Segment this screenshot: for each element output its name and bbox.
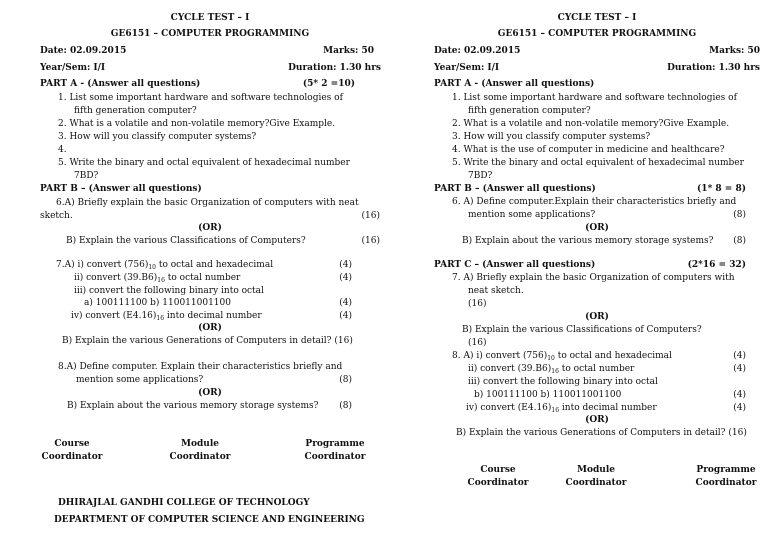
question-8a-i: 8. A) i) convert $(756)_{10}$ to octal and hexadecimal <box>452 351 672 362</box>
question-7b: B) Explain the various Generations of Computers in detail? (16) <box>62 336 353 346</box>
exam-date: Date: 02.09.2015 <box>434 46 521 56</box>
question-5-cont: 7BD? <box>468 171 493 181</box>
question-7a-iii: iii) convert the following binary into octal <box>74 286 264 296</box>
or-separator: (OR) <box>585 223 609 233</box>
question-6b: B) Explain about the various memory storage systems? <box>462 236 714 246</box>
programme-coordinator: Programme Coordinator <box>304 439 366 462</box>
question-8b-marks: (8) <box>339 401 352 411</box>
question-8a-iv: iv) convert $(E4.16)_{16}$ into decimal number <box>466 403 657 414</box>
module-coordinator: Module Coordinator <box>169 439 231 462</box>
question-7a-iii-marks: (4) <box>339 298 352 308</box>
question-8a-iii-marks: (4) <box>733 390 746 400</box>
question-3: 3. How will you classify computer systems? <box>452 132 651 142</box>
part-c-heading: PART C – (Answer all questions) <box>434 260 596 270</box>
question-2: 2. What is a volatile and non-volatile memory?Give Example. <box>58 119 336 129</box>
part-a-heading: PART A - (Answer all questions) <box>40 79 201 89</box>
question-6a: 6.A) Briefly explain the basic Organization of computers with neat <box>56 198 359 208</box>
part-a-heading: PART A - (Answer all questions) <box>434 79 595 89</box>
question-5: 5. Write the binary and octal equivalent of hexadecimal number <box>58 158 350 168</box>
question-4: 4. <box>58 145 67 155</box>
question-8a-iii: iii) convert the following binary into octal <box>468 377 658 387</box>
exam-duration: Duration: 1.30 hrs <box>288 63 381 73</box>
question-1-cont: fifth generation computer? <box>468 106 591 116</box>
question-1-cont: fifth generation computer? <box>74 106 197 116</box>
question-6a-cont: mention some applications? <box>468 210 596 220</box>
question-7a-iv-marks: (4) <box>339 311 352 321</box>
question-4: 4. What is the use of computer in medicine and healthcare? <box>452 145 725 155</box>
question-7a-iv: iv) convert $(E4.16)_{16}$ into decimal number <box>71 311 262 322</box>
question-6b: B) Explain the various Classifications of Computers? <box>66 236 306 246</box>
course-coordinator: Course Coordinator <box>467 465 529 488</box>
or-separator: (OR) <box>198 323 222 333</box>
exam-date: Date: 02.09.2015 <box>40 46 127 56</box>
question-8a-marks: (8) <box>339 375 352 385</box>
part-b-heading: PART B – (Answer all questions) <box>40 184 202 194</box>
question-5: 5. Write the binary and octal equivalent of hexadecimal number <box>452 158 744 168</box>
question-3: 3. How will you classify computer systems? <box>58 132 257 142</box>
department-name: DEPARTMENT OF COMPUTER SCIENCE AND ENGINEERING <box>54 515 365 525</box>
question-8a-i-marks: (4) <box>733 351 746 361</box>
or-separator: (OR) <box>198 223 222 233</box>
part-b-heading: PART B – (Answer all questions) <box>434 184 596 194</box>
question-1: 1. List some important hardware and software technologies of <box>58 93 343 103</box>
question-6a-cont: sketch. <box>40 211 73 221</box>
right-question-paper <box>434 0 760 543</box>
question-8a-ii-marks: (4) <box>733 364 746 374</box>
course-title: GE6151 – COMPUTER PROGRAMMING <box>110 29 310 39</box>
or-separator: (OR) <box>198 388 222 398</box>
module-coordinator: Module Coordinator <box>565 465 627 488</box>
or-separator: (OR) <box>585 415 609 425</box>
question-8a: 8.A) Define computer. Explain their characteristics briefly and <box>58 362 343 372</box>
question-2: 2. What is a volatile and non-volatile memory?Give Example. <box>452 119 730 129</box>
question-7b: B) Explain the various Classifications of Computers? <box>462 325 702 335</box>
course-coordinator: Course Coordinator <box>41 439 103 462</box>
exam-marks: Marks: 50 <box>709 46 760 56</box>
question-6a: 6. A) Define computer.Explain their characteristics briefly and <box>452 197 737 207</box>
question-7b-marks: (16) <box>468 338 487 348</box>
question-1: 1. List some important hardware and software technologies of <box>452 93 737 103</box>
question-8b: B) Explain about the various memory storage systems? <box>67 401 319 411</box>
question-8b: B) Explain the various Generations of Computers in detail? (16) <box>456 428 747 438</box>
or-separator: (OR) <box>585 312 609 322</box>
part-c-marks: (2*16 = 32) <box>687 260 746 270</box>
college-name: DHIRAJLAL GANDHI COLLEGE OF TECHNOLOGY <box>58 498 310 508</box>
part-a-marks: (5* 2 =10) <box>302 79 355 89</box>
question-7a-i: 7.A) i) convert $(756)_{10}$ to octal and hexadecimal <box>56 260 274 271</box>
question-7a-marks: (16) <box>468 299 487 309</box>
paper-title: CYCLE TEST – I <box>557 13 637 23</box>
question-7a-cont: neat sketch. <box>468 286 524 296</box>
question-8a-iv-marks: (4) <box>733 403 746 413</box>
question-7a-ii-marks: (4) <box>339 273 352 283</box>
part-b-marks: (1* 8 = 8) <box>697 184 746 194</box>
question-7a-i-marks: (4) <box>339 260 352 270</box>
paper-title: CYCLE TEST – I <box>170 13 250 23</box>
question-8a-iii-items: b) 100111100 b) 110011001100 <box>474 390 622 400</box>
question-7a: 7. A) Briefly explain the basic Organization of computers with <box>452 273 735 283</box>
question-6a-marks: (16) <box>361 211 380 221</box>
question-7a-ii: ii) convert $(39.B6)_{16}$ to octal number <box>74 273 241 284</box>
question-6b-marks: (16) <box>361 236 380 246</box>
question-8a-ii: ii) convert $(39.B6)_{16}$ to octal number <box>468 364 635 375</box>
question-8a-cont: mention some applications? <box>76 375 204 385</box>
exam-marks: Marks: 50 <box>323 46 374 56</box>
exam-duration: Duration: 1.30 hrs <box>667 63 760 73</box>
question-5-cont: 7BD? <box>74 171 99 181</box>
course-title: GE6151 – COMPUTER PROGRAMMING <box>497 29 697 39</box>
year-sem: Year/Sem: I/I <box>40 63 106 73</box>
year-sem: Year/Sem: I/I <box>434 63 500 73</box>
left-question-paper <box>40 0 380 543</box>
question-7a-iii-items: a) 100111100 b) 110011001100 <box>84 298 231 308</box>
programme-coordinator: Programme Coordinator <box>695 465 757 488</box>
question-6b-marks: (8) <box>733 236 746 246</box>
question-6a-marks: (8) <box>733 210 746 220</box>
